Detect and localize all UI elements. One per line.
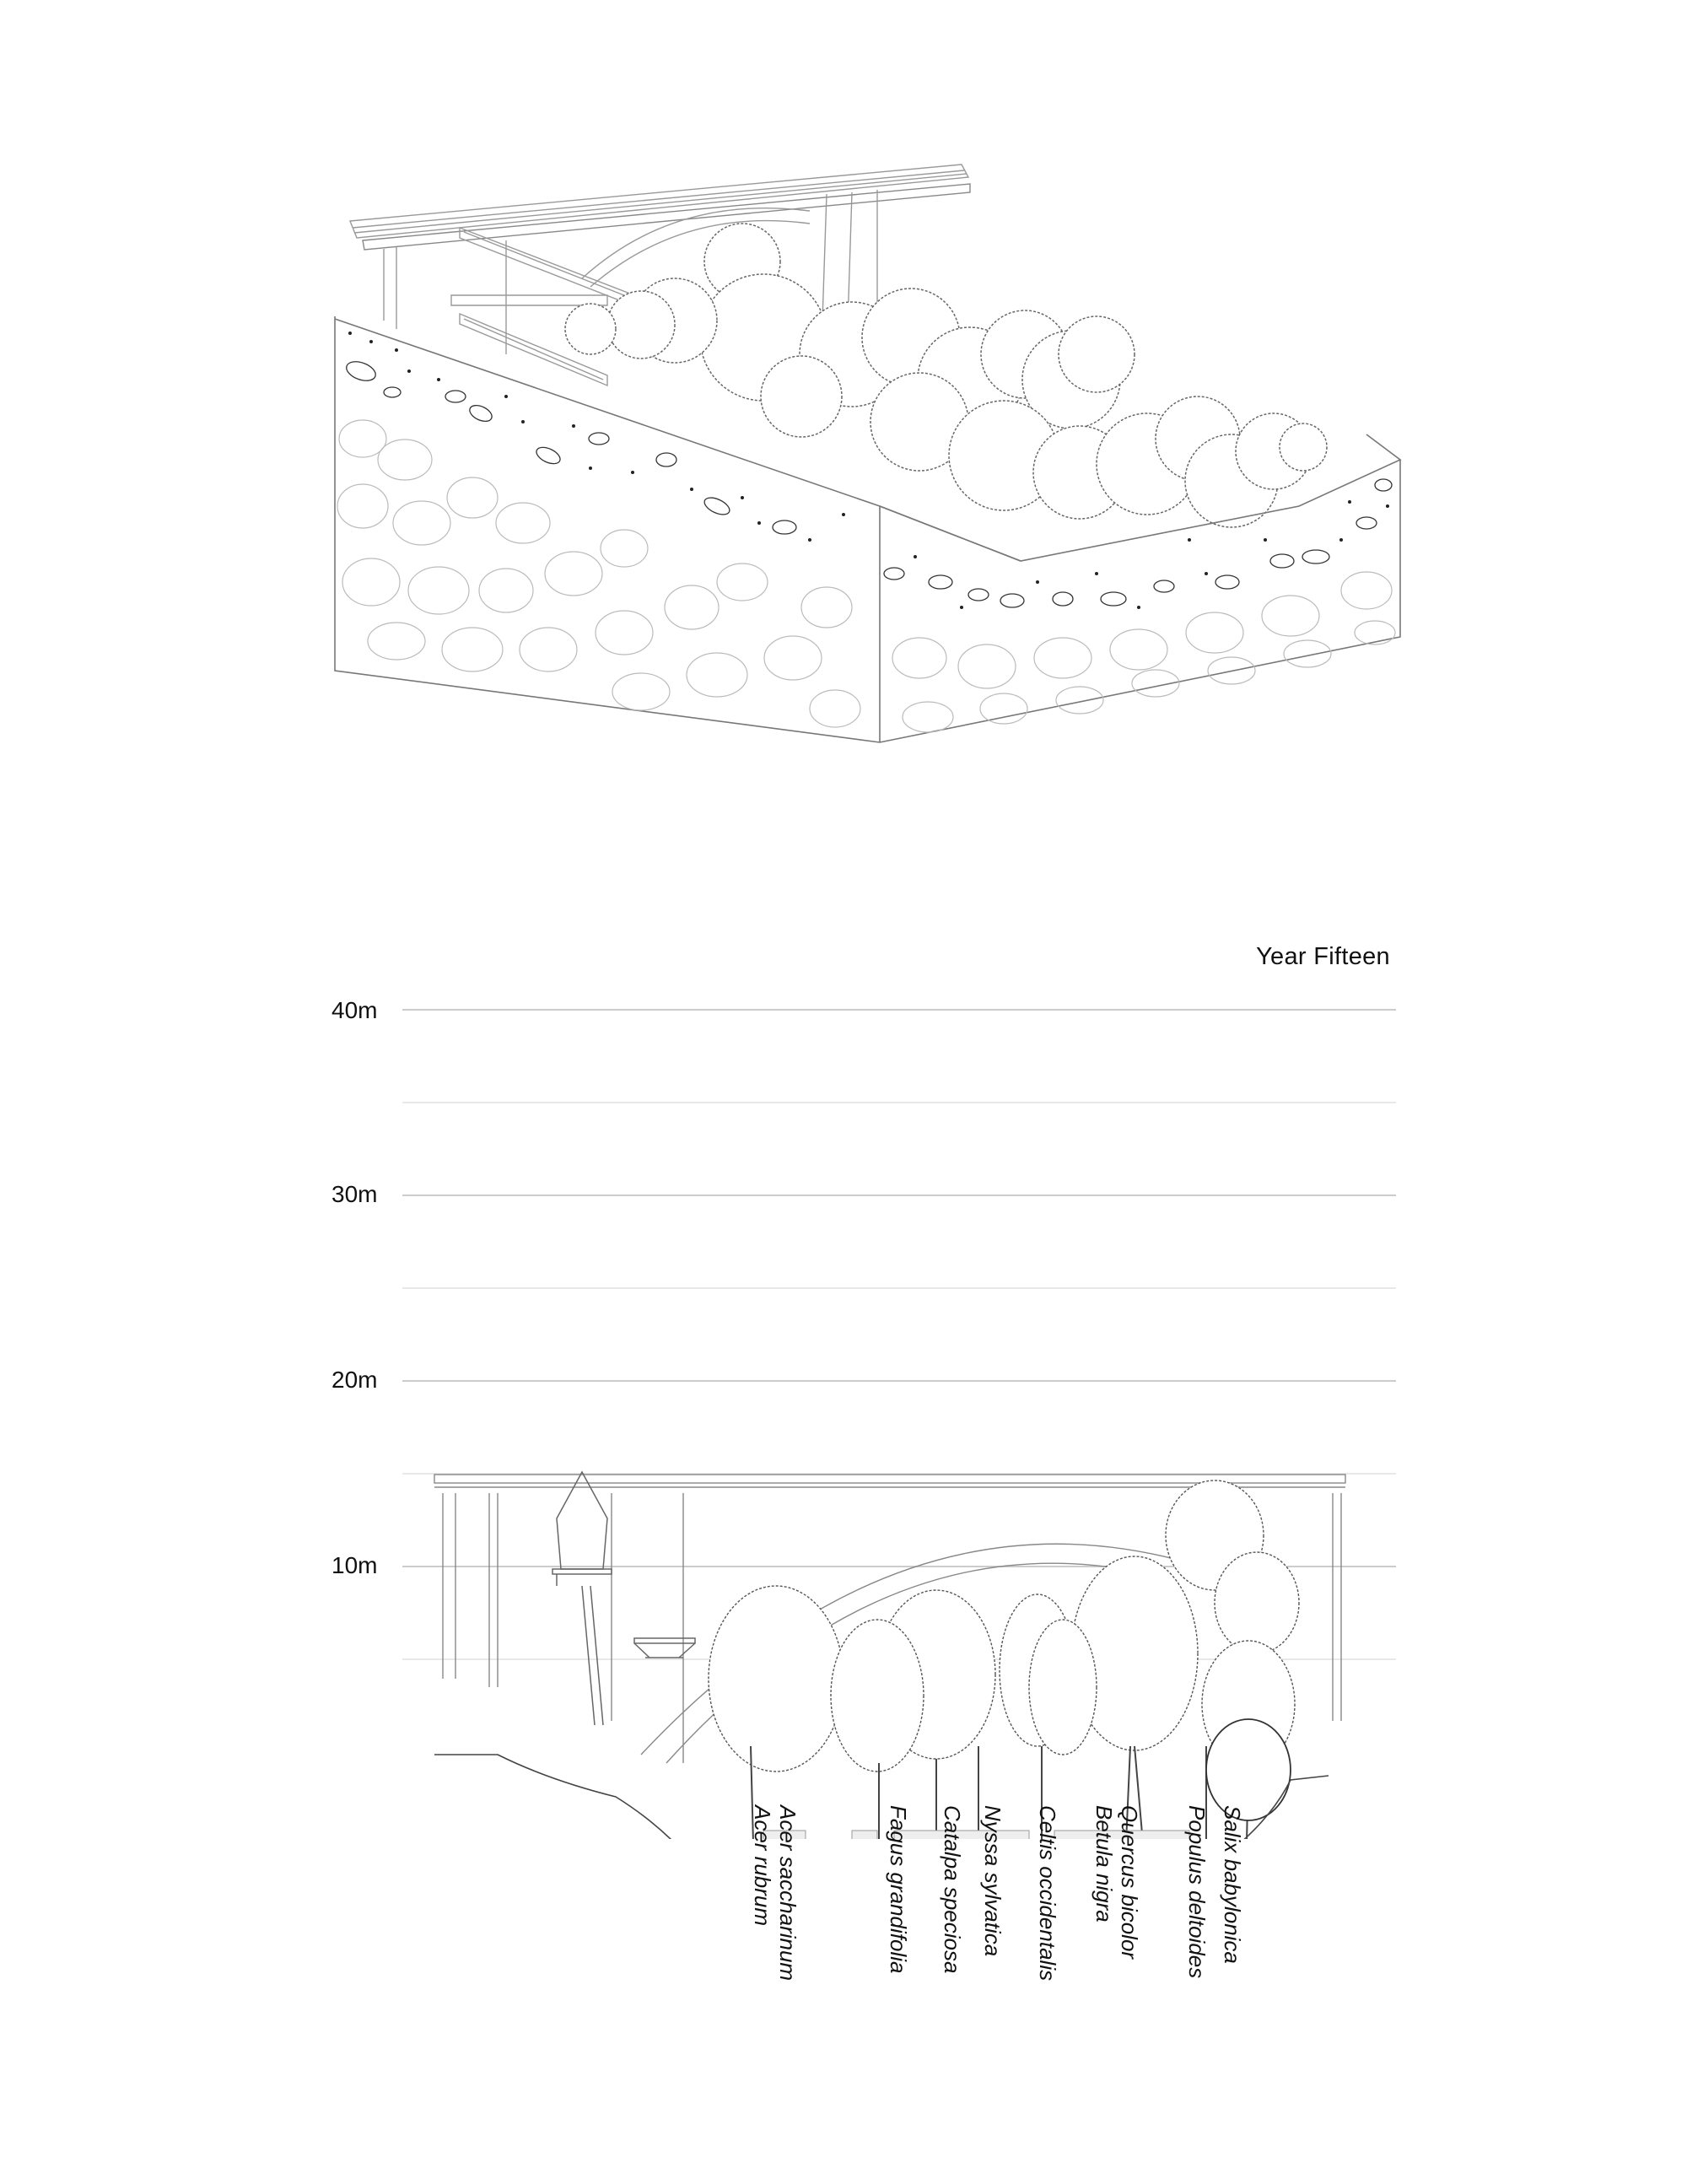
species-label-acer-saccharinum: Acer saccharinum (775, 1805, 800, 1982)
axonometric-site-drawing (0, 0, 1687, 759)
species-group-8 (1218, 1805, 1252, 1999)
species-group-7 (1183, 1805, 1216, 1999)
species-label-fagus-grandifolia: Fagus grandifolia (886, 1805, 911, 1974)
species-label-salix-babylonica: Salix babylonica (1220, 1805, 1245, 1964)
species-label-quercus-bicolor: Quercus bicolor (1117, 1805, 1142, 1960)
tree-canopy-cluster (565, 224, 1327, 527)
species-group-3 (938, 1805, 972, 1999)
species-group-6 (1091, 1805, 1149, 1999)
species-group-1 (750, 1805, 807, 1999)
tree-canopies-section (709, 1480, 1299, 1771)
scale-label-30m: 30m (331, 1181, 378, 1207)
species-label-nyssa-sylvatica: Nyssa sylvatica (980, 1805, 1005, 1957)
stage-title: Year Fifteen (1256, 943, 1390, 970)
lookout-tower (552, 1472, 695, 1725)
species-label-populus-deltoides: Populus deltoides (1184, 1805, 1210, 1979)
species-label-celtis-occidentalis: Celtis occidentalis (1035, 1805, 1060, 1982)
species-label-betula-nigra: Betula nigra (1091, 1805, 1117, 1922)
species-label-catalpa-speciosa: Catalpa speciosa (940, 1805, 965, 1974)
species-group-5 (1033, 1805, 1067, 1999)
scale-label-40m: 40m (331, 997, 378, 1023)
scale-label-20m: 20m (331, 1367, 378, 1393)
scale-label-10m: 10m (331, 1552, 378, 1578)
species-group-4 (978, 1805, 1012, 1999)
section-drawing (0, 911, 1687, 1839)
species-label-acer-rubrum: Acer rubrum (750, 1805, 775, 1927)
species-group-2 (884, 1805, 918, 1999)
